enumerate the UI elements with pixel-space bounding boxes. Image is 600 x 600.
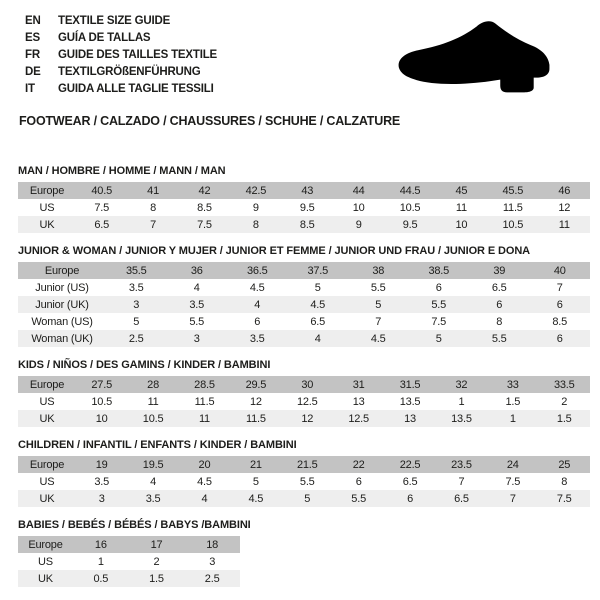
size-value: 6.5: [436, 490, 487, 507]
size-value: 11.5: [487, 199, 538, 216]
size-value: 1.5: [129, 570, 185, 587]
size-value: 6: [409, 279, 470, 296]
size-value: 10.5: [487, 216, 538, 233]
size-value: 40: [530, 262, 591, 279]
size-value: 11.5: [179, 393, 230, 410]
size-value: 5: [288, 279, 349, 296]
size-value: 1.5: [539, 410, 590, 427]
row-label: Europe: [18, 182, 76, 199]
size-value: 7: [530, 279, 591, 296]
size-value: 8.5: [282, 216, 333, 233]
size-section: [18, 439, 600, 507]
language-label: GUIDE DES TAILLES TEXTILE: [58, 49, 217, 61]
size-value: 12: [539, 199, 590, 216]
size-value: 4: [227, 296, 288, 313]
size-value: 6: [469, 296, 530, 313]
size-value: 8: [539, 473, 590, 490]
size-value: 13.5: [384, 393, 435, 410]
size-table: [18, 182, 590, 233]
section-title: CHILDREN / INFANTIL / ENFANTS / KINDER / BAMBINI: [18, 439, 297, 451]
size-value: 9: [230, 199, 281, 216]
section-title: BABIES / BEBÉS / BÉBÉS / BABYS /BAMBINI: [18, 519, 251, 531]
size-value: 5.5: [167, 313, 228, 330]
size-value: 7: [436, 473, 487, 490]
size-value: 11.5: [230, 410, 281, 427]
size-value: 18: [184, 536, 240, 553]
size-value: 3.5: [167, 296, 228, 313]
size-value: 5: [282, 490, 333, 507]
row-label: Junior (US): [18, 279, 106, 296]
size-table: [18, 376, 590, 427]
size-value: 36: [167, 262, 228, 279]
size-value: 6.5: [76, 216, 127, 233]
size-value: 32: [436, 376, 487, 393]
size-value: 1: [73, 553, 129, 570]
size-section: [18, 165, 600, 233]
size-value: 13.5: [436, 410, 487, 427]
size-value: 2.5: [184, 570, 240, 587]
size-value: 3: [76, 490, 127, 507]
size-section: [18, 359, 600, 427]
size-value: 11: [539, 216, 590, 233]
size-value: 5: [106, 313, 167, 330]
section-title: KIDS / NIÑOS / DES GAMINS / KINDER / BAMBINI: [18, 359, 271, 371]
size-value: 4: [127, 473, 178, 490]
size-value: 6.5: [469, 279, 530, 296]
row-label: UK: [18, 216, 76, 233]
size-value: 2.5: [106, 330, 167, 347]
size-section: [18, 245, 600, 347]
size-value: 10: [76, 410, 127, 427]
size-value: 41: [127, 182, 178, 199]
size-value: 6: [530, 296, 591, 313]
size-value: 33: [487, 376, 538, 393]
size-value: 9: [333, 216, 384, 233]
size-value: 6.5: [384, 473, 435, 490]
size-table: [18, 262, 590, 347]
table-row: [18, 199, 590, 216]
language-label: TEXTILE SIZE GUIDE: [58, 15, 171, 27]
size-value: 12: [230, 393, 281, 410]
table-row: [18, 279, 590, 296]
table-row: [18, 330, 590, 347]
table-row: [18, 570, 240, 587]
row-label: Europe: [18, 262, 106, 279]
language-code: IT: [25, 83, 35, 95]
size-value: 39: [469, 262, 530, 279]
size-value: 42.5: [230, 182, 281, 199]
row-label: Junior (UK): [18, 296, 106, 313]
size-value: 10: [333, 199, 384, 216]
size-section: [18, 519, 600, 587]
size-value: 44.5: [384, 182, 435, 199]
size-value: 1: [436, 393, 487, 410]
size-value: 8: [469, 313, 530, 330]
size-value: 31: [333, 376, 384, 393]
size-table: [18, 536, 240, 587]
table-row: [18, 490, 590, 507]
size-value: 13: [333, 393, 384, 410]
size-value: 8: [230, 216, 281, 233]
size-value: 29.5: [230, 376, 281, 393]
size-value: 28: [127, 376, 178, 393]
size-value: 38: [348, 262, 409, 279]
language-code: DE: [25, 66, 41, 78]
size-value: 7.5: [179, 216, 230, 233]
size-value: 38.5: [409, 262, 470, 279]
size-value: 4.5: [179, 473, 230, 490]
size-value: 7: [127, 216, 178, 233]
language-code: ES: [25, 32, 40, 44]
size-value: 5.5: [282, 473, 333, 490]
size-value: 25: [539, 456, 590, 473]
size-value: 4: [179, 490, 230, 507]
size-value: 7: [348, 313, 409, 330]
size-value: 8.5: [530, 313, 591, 330]
section-title: MAN / HOMBRE / HOMME / MANN / MAN: [18, 165, 226, 177]
size-value: 31.5: [384, 376, 435, 393]
size-value: 30: [282, 376, 333, 393]
size-value: 46: [539, 182, 590, 199]
size-value: 33.5: [539, 376, 590, 393]
size-value: 20: [179, 456, 230, 473]
table-row: [18, 182, 590, 199]
size-value: 22: [333, 456, 384, 473]
size-value: 40.5: [76, 182, 127, 199]
size-value: 8: [127, 199, 178, 216]
size-value: 12.5: [282, 393, 333, 410]
size-value: 4.5: [230, 490, 281, 507]
size-value: 5.5: [409, 296, 470, 313]
size-value: 6: [333, 473, 384, 490]
row-label: Europe: [18, 536, 73, 553]
size-value: 16: [73, 536, 129, 553]
row-label: UK: [18, 490, 76, 507]
size-value: 21.5: [282, 456, 333, 473]
table-row: [18, 393, 590, 410]
row-label: UK: [18, 410, 76, 427]
size-value: 6: [384, 490, 435, 507]
size-value: 11: [127, 393, 178, 410]
size-value: 5: [409, 330, 470, 347]
language-label: GUÍA DE TALLAS: [58, 32, 151, 44]
size-value: 8.5: [179, 199, 230, 216]
shoe-icon: [394, 16, 576, 96]
size-value: 7.5: [539, 490, 590, 507]
size-value: 5.5: [348, 279, 409, 296]
table-row: [18, 536, 240, 553]
size-tables: [18, 165, 600, 587]
size-value: 12.5: [333, 410, 384, 427]
size-value: 3.5: [227, 330, 288, 347]
size-value: 22.5: [384, 456, 435, 473]
size-value: 11: [436, 199, 487, 216]
size-value: 6.5: [288, 313, 349, 330]
size-value: 4: [288, 330, 349, 347]
size-value: 6: [227, 313, 288, 330]
size-value: 3: [184, 553, 240, 570]
size-value: 10: [436, 216, 487, 233]
size-value: 3: [167, 330, 228, 347]
size-value: 19: [76, 456, 127, 473]
size-value: 7.5: [409, 313, 470, 330]
size-value: 1.5: [487, 393, 538, 410]
size-value: 7.5: [76, 199, 127, 216]
size-value: 0.5: [73, 570, 129, 587]
size-value: 7: [487, 490, 538, 507]
size-value: 24: [487, 456, 538, 473]
language-label: GUIDA ALLE TAGLIE TESSILI: [58, 83, 214, 95]
size-value: 9.5: [282, 199, 333, 216]
size-value: 7.5: [487, 473, 538, 490]
table-row: [18, 313, 590, 330]
table-row: [18, 553, 240, 570]
row-label: UK: [18, 570, 73, 587]
row-label: Europe: [18, 456, 76, 473]
size-value: 5: [230, 473, 281, 490]
table-row: [18, 456, 590, 473]
size-value: 3.5: [127, 490, 178, 507]
size-value: 17: [129, 536, 185, 553]
size-value: 9.5: [384, 216, 435, 233]
size-value: 2: [539, 393, 590, 410]
size-value: 4: [167, 279, 228, 296]
size-value: 19.5: [127, 456, 178, 473]
size-value: 43: [282, 182, 333, 199]
size-value: 10.5: [76, 393, 127, 410]
size-value: 37.5: [288, 262, 349, 279]
size-value: 4.5: [288, 296, 349, 313]
language-code: EN: [25, 15, 41, 27]
table-row: [18, 216, 590, 233]
size-value: 13: [384, 410, 435, 427]
size-value: 12: [282, 410, 333, 427]
size-value: 3.5: [76, 473, 127, 490]
language-label: TEXTILGRÖßENFÜHRUNG: [58, 66, 201, 78]
size-table: [18, 456, 590, 507]
table-row: [18, 262, 590, 279]
row-label: Europe: [18, 376, 76, 393]
section-title: JUNIOR & WOMAN / JUNIOR Y MUJER / JUNIOR ET FEMME / JUNIOR UND FRAU / JUNIOR E DONA: [18, 245, 531, 257]
table-row: [18, 296, 590, 313]
language-code: FR: [25, 49, 40, 61]
size-value: 45.5: [487, 182, 538, 199]
row-label: Woman (UK): [18, 330, 106, 347]
row-label: US: [18, 473, 76, 490]
size-value: 42: [179, 182, 230, 199]
size-value: 4.5: [227, 279, 288, 296]
size-value: 28.5: [179, 376, 230, 393]
category-line: FOOTWEAR / CALZADO / CHAUSSURES / SCHUHE / CALZATURE: [19, 114, 401, 128]
size-value: 45: [436, 182, 487, 199]
table-row: [18, 473, 590, 490]
row-label: US: [18, 553, 73, 570]
size-value: 4.5: [348, 330, 409, 347]
size-value: 23.5: [436, 456, 487, 473]
table-row: [18, 376, 590, 393]
size-value: 5: [348, 296, 409, 313]
size-value: 10.5: [127, 410, 178, 427]
row-label: US: [18, 199, 76, 216]
table-row: [18, 410, 590, 427]
size-value: 3.5: [106, 279, 167, 296]
size-value: 2: [129, 553, 185, 570]
size-value: 36.5: [227, 262, 288, 279]
size-value: 3: [106, 296, 167, 313]
size-value: 5.5: [333, 490, 384, 507]
size-value: 5.5: [469, 330, 530, 347]
row-label: Woman (US): [18, 313, 106, 330]
size-value: 44: [333, 182, 384, 199]
size-value: 27.5: [76, 376, 127, 393]
row-label: US: [18, 393, 76, 410]
size-value: 10.5: [384, 199, 435, 216]
size-value: 21: [230, 456, 281, 473]
size-value: 1: [487, 410, 538, 427]
size-value: 6: [530, 330, 591, 347]
size-value: 35.5: [106, 262, 167, 279]
size-value: 11: [179, 410, 230, 427]
